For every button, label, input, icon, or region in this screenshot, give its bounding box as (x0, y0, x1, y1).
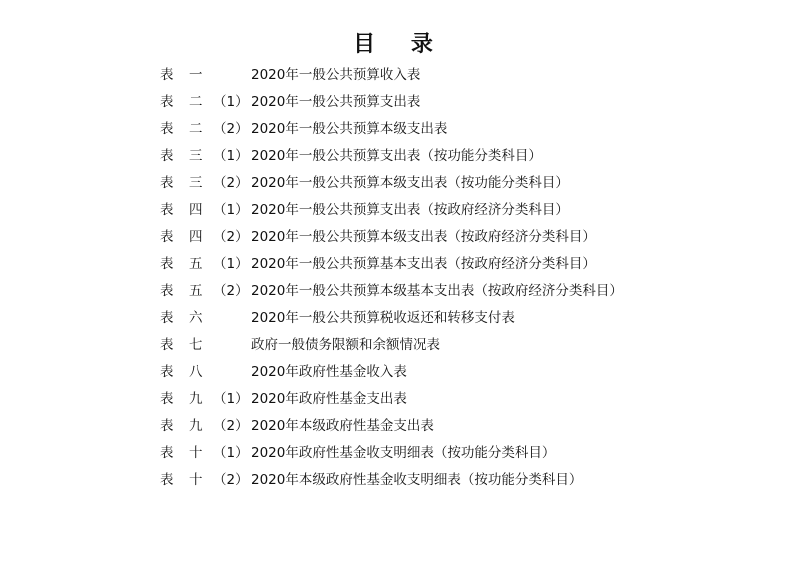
toc-entry-prefix: 表 (160, 310, 174, 326)
toc-entry-subnumber: （2） (213, 472, 249, 488)
toc-entry-number: 三 (189, 148, 203, 164)
toc-entry-title: 2020年一般公共预算支出表（按政府经济分类科目） (251, 202, 569, 218)
toc-entry-prefix: 表 (160, 472, 174, 488)
toc-entry-title: 2020年政府性基金收入表 (251, 364, 407, 380)
toc-entry-number: 九 (189, 418, 203, 434)
toc-entry-number: 四 (189, 229, 203, 245)
toc-entry (160, 332, 780, 359)
toc-entry-prefix: 表 (160, 283, 174, 299)
toc-entry-prefix: 表 (160, 121, 174, 137)
toc-entry (160, 170, 780, 197)
toc-entry (160, 224, 780, 251)
toc-entry-number: 二 (189, 121, 203, 137)
toc-entry-number: 五 (189, 283, 203, 299)
toc-entry-subnumber: （1） (213, 202, 249, 218)
toc-entry (160, 413, 780, 440)
toc-entry-number: 十 (189, 445, 203, 461)
toc-entry-subnumber: （2） (213, 175, 249, 191)
toc-entry-number: 八 (189, 364, 203, 380)
toc-entry (160, 62, 780, 89)
toc-entry-title: 2020年一般公共预算支出表（按功能分类科目） (251, 148, 542, 164)
toc-entry (160, 305, 780, 332)
toc-entry-title: 2020年一般公共预算基本支出表（按政府经济分类科目） (251, 256, 596, 272)
toc-entry-prefix: 表 (160, 202, 174, 218)
toc-entry-prefix: 表 (160, 337, 174, 353)
toc-entry (160, 143, 780, 170)
toc-entry-subnumber: （1） (213, 94, 249, 110)
toc-entry-number: 一 (189, 67, 203, 83)
toc-entry-title: 2020年政府性基金收支明细表（按功能分类科目） (251, 445, 556, 461)
toc-entry-number: 六 (189, 310, 203, 326)
toc-entry-number: 二 (189, 94, 203, 110)
toc-entry-subnumber: （2） (213, 229, 249, 245)
toc-entry-title: 2020年一般公共预算本级基本支出表（按政府经济分类科目） (251, 283, 623, 299)
toc-entry-prefix: 表 (160, 418, 174, 434)
toc-entry-title: 2020年一般公共预算本级支出表（按政府经济分类科目） (251, 229, 596, 245)
toc-entry-title: 2020年一般公共预算本级支出表（按功能分类科目） (251, 175, 569, 191)
toc-entry-number: 四 (189, 202, 203, 218)
toc-entry-prefix: 表 (160, 94, 174, 110)
toc-entry (160, 278, 780, 305)
toc-entry-prefix: 表 (160, 445, 174, 461)
toc-entry (160, 359, 780, 386)
toc-entry-title: 2020年一般公共预算税收返还和转移支付表 (251, 310, 515, 326)
toc-entry-title: 2020年一般公共预算支出表 (251, 94, 421, 110)
toc-entry-prefix: 表 (160, 391, 174, 407)
toc-entry-subnumber: （1） (213, 256, 249, 272)
toc-entry-number: 七 (189, 337, 203, 353)
toc-entry-number: 五 (189, 256, 203, 272)
toc-entry (160, 251, 780, 278)
toc-entry-number: 九 (189, 391, 203, 407)
toc-entry-subnumber: （1） (213, 148, 249, 164)
toc-entry-prefix: 表 (160, 256, 174, 272)
toc-entry-prefix: 表 (160, 67, 174, 83)
toc-entry-prefix: 表 (160, 148, 174, 164)
toc-entry-number: 三 (189, 175, 203, 191)
toc-entry-title: 2020年本级政府性基金支出表 (251, 418, 434, 434)
toc-entry (160, 89, 780, 116)
table-of-contents (160, 62, 780, 494)
toc-entry-subnumber: （1） (213, 445, 249, 461)
toc-entry (160, 116, 780, 143)
toc-entry-subnumber: （1） (213, 391, 249, 407)
toc-entry-title: 2020年一般公共预算收入表 (251, 67, 421, 83)
toc-entry-prefix: 表 (160, 364, 174, 380)
toc-entry-prefix: 表 (160, 175, 174, 191)
toc-entry (160, 386, 780, 413)
toc-entry-title: 2020年本级政府性基金收支明细表（按功能分类科目） (251, 472, 583, 488)
toc-entry-title: 2020年政府性基金支出表 (251, 391, 407, 407)
toc-entry (160, 440, 780, 467)
toc-entry-subnumber: （2） (213, 121, 249, 137)
toc-entry-prefix: 表 (160, 229, 174, 245)
toc-entry-subnumber: （2） (213, 283, 249, 299)
toc-entry (160, 467, 780, 494)
toc-entry-title: 2020年一般公共预算本级支出表 (251, 121, 448, 137)
toc-entry-subnumber: （2） (213, 418, 249, 434)
toc-entry-title: 政府一般债务限额和余额情况表 (251, 337, 440, 353)
toc-entry (160, 197, 780, 224)
toc-entry-number: 十 (189, 472, 203, 488)
page-title: 目 录 (353, 32, 447, 57)
